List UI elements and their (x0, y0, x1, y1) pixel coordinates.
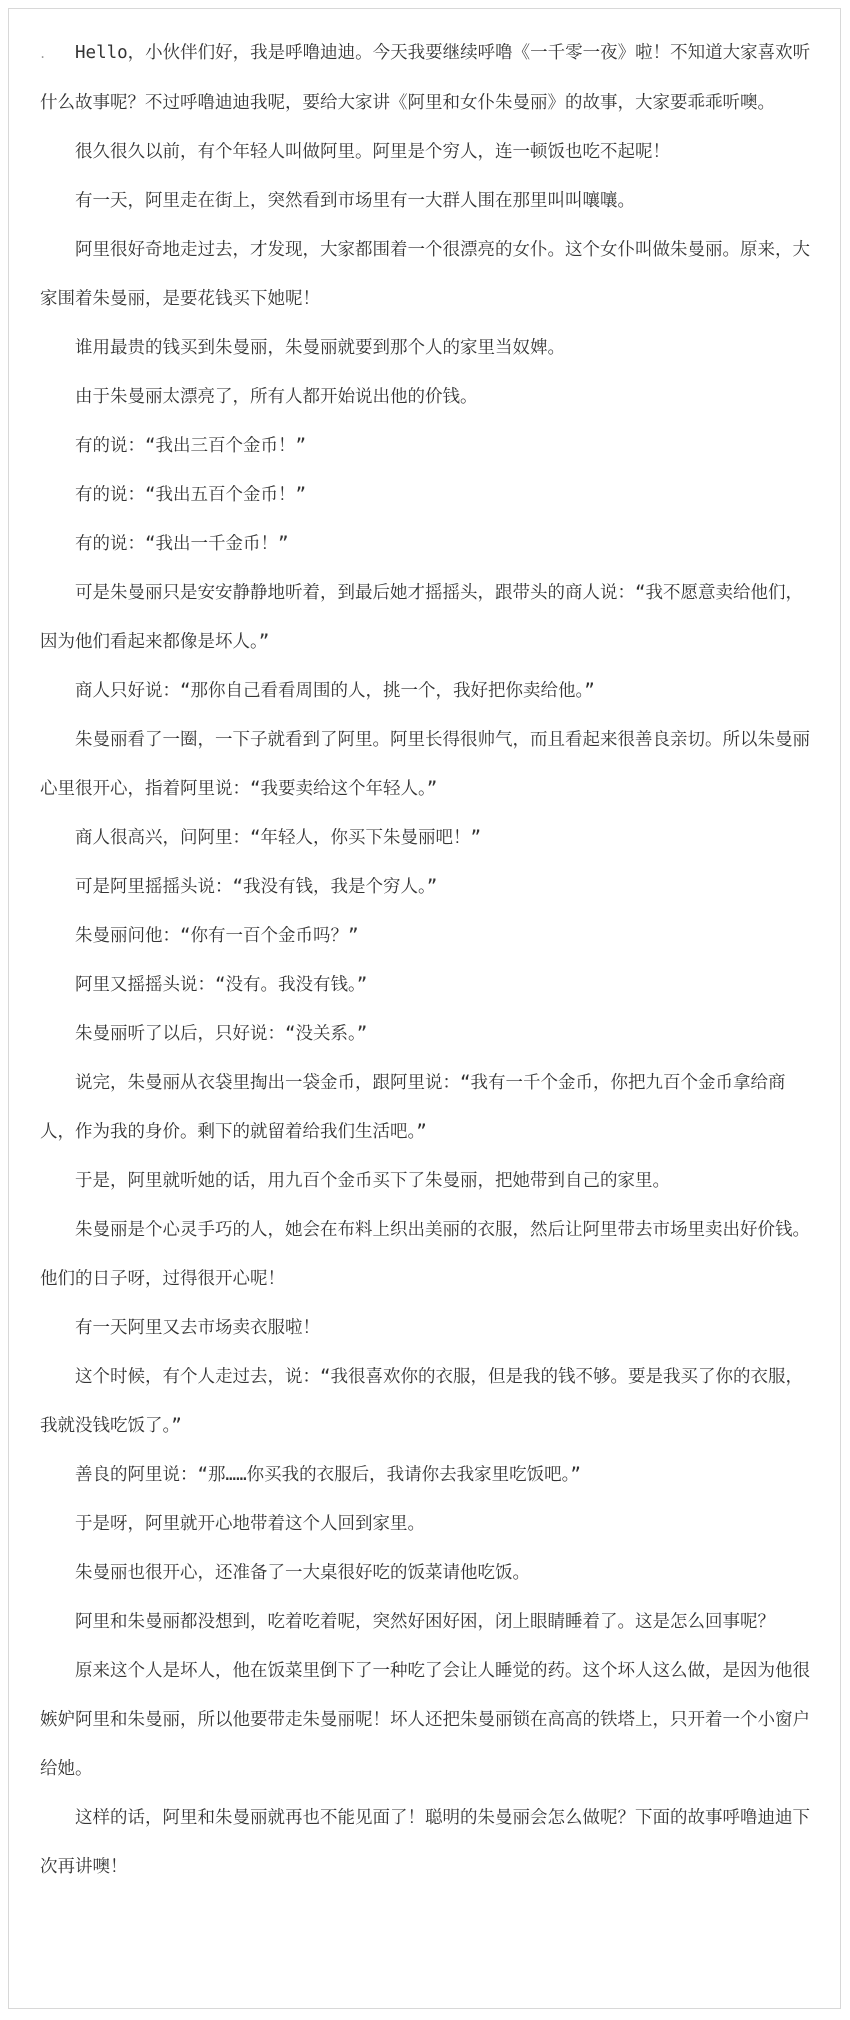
paragraph-text: 善良的阿里说：“那……你买我的衣服后，我请你去我家里吃饭吧。” (75, 1465, 581, 1485)
story-paragraph (40, 177, 820, 226)
paragraph-text: 于是，阿里就听她的话，用九百个金币买下了朱曼丽，把她带到自己的家里。 (75, 1171, 670, 1191)
story-paragraph (40, 520, 820, 569)
paragraph-text: 谁用最贵的钱买到朱曼丽，朱曼丽就要到那个人的家里当奴婢。 (75, 338, 565, 358)
story-paragraph (40, 569, 820, 667)
paragraph-text: 朱曼丽问他：“你有一百个金币吗？” (75, 926, 359, 946)
story-paragraph (40, 471, 820, 520)
story-paragraph (40, 1451, 820, 1500)
paragraph-text: 这样的话，阿里和朱曼丽就再也不能见面了！聪明的朱曼丽会怎么做呢？下面的故事呼噜迪迪下次再讲噢！ (40, 1808, 810, 1877)
story-paragraph (40, 1549, 820, 1598)
paragraph-text: 朱曼丽听了以后，只好说：“没关系。” (75, 1024, 368, 1044)
paragraph-text: 这个时候，有个人走过去，说：“我很喜欢你的衣服，但是我的钱不够。要是我买了你的衣服，我就没钱吃饭了。” (40, 1367, 804, 1436)
paragraph-text: 阿里又摇摇头说：“没有。我没有钱。” (75, 975, 368, 995)
paragraph-text: 有一天阿里又去市场卖衣服啦！ (75, 1318, 320, 1338)
story-paragraph (40, 1304, 820, 1353)
story-paragraph (40, 1206, 820, 1304)
paragraph-text: 原来这个人是坏人，他在饭菜里倒下了一种吃了会让人睡觉的药。这个坏人这么做，是因为他很嫉妒阿里和朱曼丽，所以他要带走朱曼丽呢！坏人还把朱曼丽锁在高高的铁塔上，只开着一个小窗户给她。 (40, 1661, 810, 1779)
paragraph-text: 于是呀，阿里就开心地带着这个人回到家里。 (75, 1514, 425, 1534)
story-paragraph (40, 226, 820, 324)
paragraph-text: 有的说：“我出一千金币！” (75, 534, 289, 554)
story-paragraph (40, 1500, 820, 1549)
paragraph-text: 可是阿里摇摇头说：“我没有钱，我是个穷人。” (75, 877, 438, 897)
story-paragraph (40, 863, 820, 912)
paragraph-text: 可是朱曼丽只是安安静静地听着，到最后她才摇摇头，跟带头的商人说：“我不愿意卖给他们，因为他们看起来都像是坏人。” (40, 583, 804, 652)
paragraph-text: 商人很高兴，问阿里：“年轻人，你买下朱曼丽吧！” (75, 828, 482, 848)
story-paragraph (40, 324, 820, 373)
story-paragraph: . Hello，小伙伴们好，我是呼噜迪迪。今天我要继续呼噜《一千零一夜》啦！不知道大家喜欢听什么故事呢？不过呼噜迪迪我呢，要给大家讲《阿里和女仆朱曼丽》的故事，大家要乖乖听噢。 (39, 43, 811, 113)
story-paragraph (40, 961, 820, 1010)
paragraph-text: 阿里很好奇地走过去，才发现，大家都围着一个很漂亮的女仆。这个女仆叫做朱曼丽。原来，大家围着朱曼丽，是要花钱买下她呢！ (40, 240, 810, 309)
paragraph-text: 说完，朱曼丽从衣袋里掏出一袋金币，跟阿里说：“我有一千个金币，你把九百个金币拿给商人，作为我的身价。剩下的就留着给我们生活吧。” (40, 1073, 786, 1142)
paragraph-text: 有的说：“我出三百个金币！” (75, 436, 307, 456)
story-paragraph (40, 128, 820, 177)
paragraph-text: 很久很久以前，有个年轻人叫做阿里。阿里是个穷人，连一顿饭也吃不起呢！ (75, 142, 670, 162)
paragraph-text: 阿里和朱曼丽都没想到，吃着吃着呢，突然好困好困，闭上眼睛睡着了。这是怎么回事呢？ (75, 1612, 775, 1632)
paragraph-text: Hello，小伙伴们好，我是呼噜迪迪。今天我要继续呼噜《一千零一夜》啦！不知道大家喜欢听什么故事呢？不过呼噜迪迪我呢，要给大家讲《阿里和女仆朱曼丽》的故事，大家要乖乖听噢。 (40, 43, 811, 113)
paragraph-text: 朱曼丽看了一圈，一下子就看到了阿里。阿里长得很帅气，而且看起来很善良亲切。所以朱曼丽心里很开心，指着阿里说：“我要卖给这个年轻人。” (40, 730, 810, 799)
paragraph-text: 朱曼丽是个心灵手巧的人，她会在布料上织出美丽的衣服，然后让阿里带去市场里卖出好价钱。他们的日子呀，过得很开心呢！ (40, 1220, 810, 1289)
story-paragraph (40, 814, 820, 863)
story-paragraph (40, 667, 820, 716)
paragraph-text: 有的说：“我出五百个金币！” (75, 485, 307, 505)
story-paragraph (40, 373, 820, 422)
story-paragraph (40, 1598, 820, 1647)
story-paragraph (40, 1059, 820, 1157)
story-paragraph (40, 1157, 820, 1206)
story-paragraph (40, 1353, 820, 1451)
paragraph-text: 商人只好说：“那你自己看看周围的人，挑一个，我好把你卖给他。” (75, 681, 595, 701)
story-paragraph (40, 912, 820, 961)
paragraph-text: 由于朱曼丽太漂亮了，所有人都开始说出他的价钱。 (75, 387, 478, 407)
story-paragraph (40, 1647, 820, 1794)
story-paragraph (40, 422, 820, 471)
page-frame (8, 8, 841, 2009)
story-paragraph (40, 1010, 820, 1059)
story-paragraph (40, 716, 820, 814)
story-article (40, 29, 820, 1892)
paragraph-text: 有一天，阿里走在街上，突然看到市场里有一大群人围在那里叫叫嚷嚷。 (75, 191, 635, 211)
story-paragraph (40, 1794, 820, 1892)
paragraph-text: 朱曼丽也很开心，还准备了一大桌很好吃的饭菜请他吃饭。 (75, 1563, 530, 1583)
